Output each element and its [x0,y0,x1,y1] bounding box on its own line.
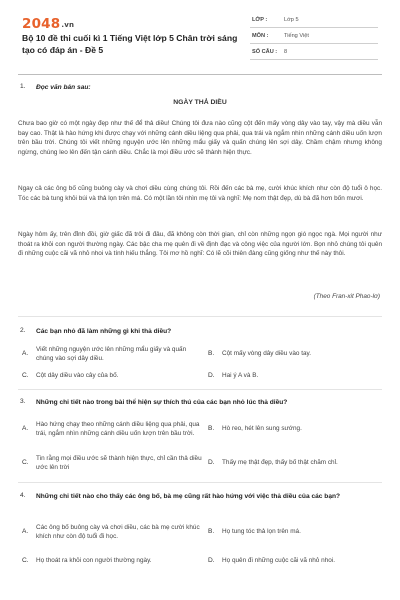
passage-source: (Theo Fran-xit Phao-lơ) [313,293,380,300]
logo-suffix: .vn [61,21,75,29]
option-letter: A. [22,528,29,536]
option-letter: D. [208,557,215,565]
header-divider [18,74,382,75]
meta-row-class [250,12,378,28]
option-letter: D. [208,372,215,380]
question-number: 3. [20,398,26,405]
document-header [0,0,400,72]
option-letter: A. [22,425,29,433]
option-text: Cột dây diều vào cây của bố. [36,372,119,380]
option-letter: C. [22,372,29,380]
option-c[interactable] [22,555,202,567]
meta-value: 8 [284,48,288,55]
option-letter: A. [22,350,29,358]
option-b[interactable] [208,516,378,548]
question-text: Những chi tiết nào cho thấy các ông bố, bà mẹ cũng rất hào hứng với việc thả diều của các bạn? [36,493,341,500]
question-separator [18,316,382,317]
option-letter: C. [22,459,29,467]
option-letter: B. [208,350,215,358]
meta-row-count [250,44,378,60]
meta-label: SỐ CÂU : [252,48,278,55]
question-text: Những chi tiết nào trong bài thể hiện sự thích thú của các bạn nhỏ lúc thả diều? [36,399,288,406]
question-separator [18,389,382,390]
option-b[interactable] [208,343,378,365]
question-number: 2. [20,327,26,334]
option-text: Viết những nguyện ước lên những mẩu giấy và quấn chúng vào sợi dây diều. [36,345,187,362]
option-a[interactable] [22,516,202,548]
option-text: Hai ý A và B. [222,372,259,380]
option-text: Họ quên đi những cuộc cãi vã nhỏ nhoi. [222,557,335,565]
option-text: Thấy mẹ thật đẹp, thấy bố thật chăm chỉ. [222,459,338,467]
question-number: 4. [20,492,26,499]
passage-paragraph: Chưa bao giờ có một ngày đẹp như thế để thả diều! Chúng tôi đưa nào cũng cột đến mấy vòng dây vào tay, vậy mà diều vẫn bay cao. Thật là hào hứng khi được chạy với những cánh diều liệng qua phải, qua trái và ngắm nhìn những cánh diều uốn lượn trên bầu trời. Chúng tôi viết những nguyện ước lên những mẩu giấy và quấn chúng lên sợi dây. Chầm chậm nhưng không ngừng, chúng leo lên đến tận cánh diều. Chắc là mọi điều ước sẽ thành hiện thực. [18,120,382,156]
question-number: 1. [20,83,26,90]
option-a[interactable] [22,413,202,445]
question-separator [18,482,382,483]
passage-title: NGÀY THẢ DIỀU [173,99,227,106]
question-text: Các bạn nhỏ đã làm những gì khi thả diều? [36,328,172,335]
option-text: Hò reo, hét lên sung sướng. [222,425,302,433]
option-c[interactable] [22,370,202,382]
option-text: Các ông bố buông cày và chơi diều, các bà mẹ cười khúc khích như còn độ tuổi đi học. [36,523,200,540]
option-d[interactable] [208,370,378,382]
logo-main: 2048 [22,16,61,32]
meta-value: Tiếng Việt [284,32,309,39]
option-text: Hào hứng chạy theo những cánh diều liệng qua phải, qua trái, ngắm nhìn những cánh diều uốn lượn trên bầu trời. [36,420,200,437]
option-letter: B. [208,528,215,536]
meta-row-subject [250,28,378,44]
question-intro: Đọc văn bản sau: [36,84,91,91]
document-title: Bộ 10 đề thi cuối kì 1 Tiếng Việt lớp 5 Chân trời sáng tạo có đáp án - Đề 5 [22,33,238,55]
option-c[interactable] [22,452,202,474]
option-text: Cột mấy vòng dây diều vào tay. [222,350,312,358]
meta-value: Lớp 5 [284,16,299,23]
meta-label: MÔN : [252,32,269,39]
option-a[interactable] [22,343,202,365]
option-letter: C. [22,557,29,565]
passage-paragraph: Ngày hôm ấy, trên đỉnh đồi, giờ giấc đã trôi đi đâu, đã không còn thời gian, chỉ còn những ngọn gió ngọc ngà. Mọi người như thoát ra khỏi con người thường ngày. Các bậc cha mẹ quên đi về định đạc và công việc của người lớn. Bọn nhỏ chúng tôi quên đi những cuộc cãi vã nhỏ nhoi và tính hiếu thắng. Tôi mơ hồ nghĩ: Có lẽ cõi thiên đàng cũng giống như thế này thôi. [18,231,382,258]
option-d[interactable] [208,555,378,567]
option-text: Họ tung tóc thả lọn trên má. [222,528,301,536]
option-text: Tin rằng mọi điều ước sẽ thành hiện thực, chỉ cần thả diều ước lên trời [36,454,202,471]
site-logo[interactable] [22,16,74,32]
option-text: Họ thoát ra khỏi con người thường ngày. [36,557,152,565]
option-d[interactable] [208,452,378,474]
option-letter: B. [208,425,215,433]
meta-table [250,12,378,60]
meta-label: LỚP : [252,16,268,23]
passage-paragraph: Ngay cả các ông bố cũng buông cày và chơi diều cùng chúng tôi. Rồi đến các bà mẹ, cười khúc khích như còn độ tuổi ô học. Tóc các bà tung khỏi búi và thả lọn trên má. Có một lần tôi nhìn mẹ tôi và nghĩ: Mẹ nom thật đẹp, dù bà đã hơn bốn mươi. [18,185,382,202]
option-b[interactable] [208,413,378,445]
option-letter: D. [208,459,215,467]
